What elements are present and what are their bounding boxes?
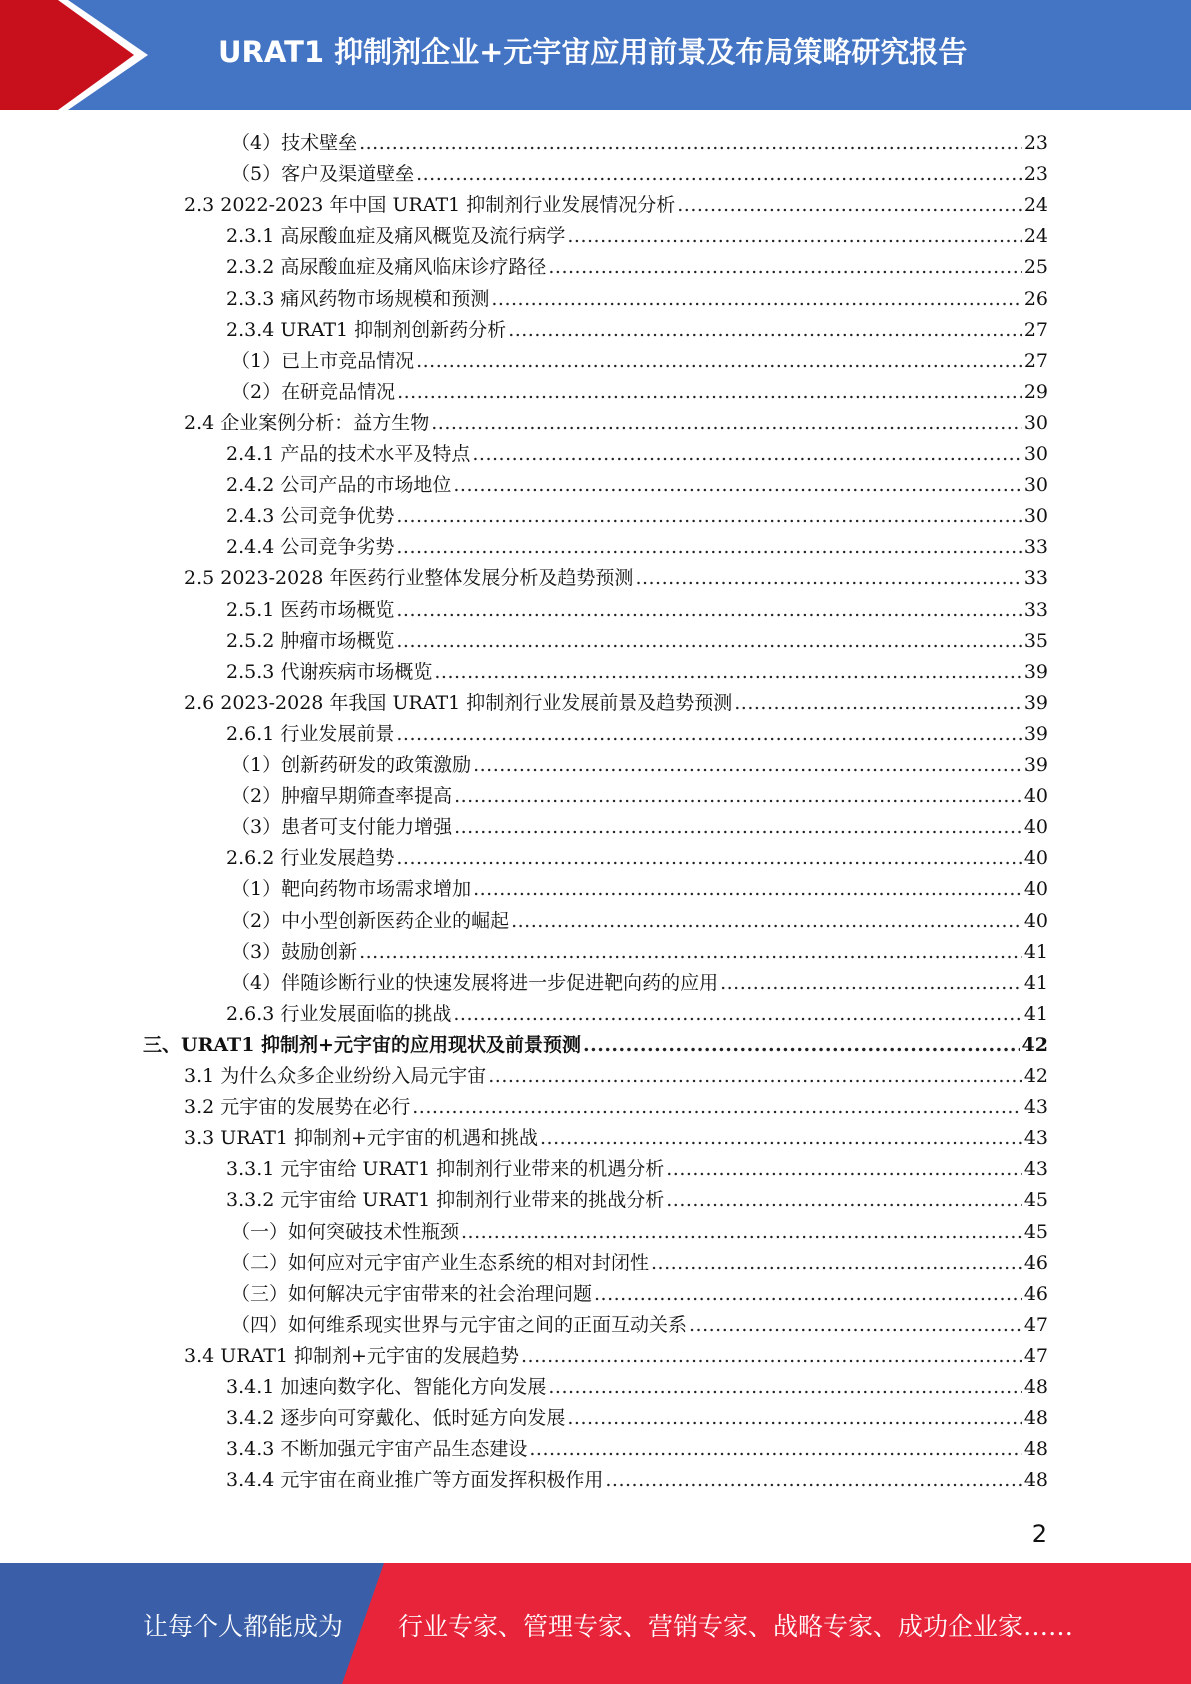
- toc-entry-page: 48: [1023, 1438, 1048, 1461]
- toc-dot-leader: [461, 1217, 1022, 1248]
- header-bar: [0, 0, 1191, 110]
- toc-entry-page: 40: [1023, 878, 1048, 901]
- header-arrow-icon: [0, 0, 180, 110]
- toc-entry-page: 26: [1023, 287, 1048, 310]
- toc-dot-leader: [594, 1279, 1022, 1310]
- toc-entry-title: 2.5.1 医药市场概览: [226, 598, 395, 621]
- toc-entry-page: 42: [1023, 1065, 1048, 1087]
- toc-dot-leader: [434, 657, 1021, 688]
- toc-entry-page: 41: [1023, 940, 1048, 963]
- toc-dot-leader: [396, 532, 1021, 563]
- toc-entry-title: （3）鼓励创新: [231, 940, 358, 963]
- toc-entry[interactable]: [226, 1154, 1048, 1185]
- toc-entry[interactable]: [226, 501, 1048, 532]
- toc-entry-title: （2）在研竞品情况: [231, 380, 396, 403]
- toc-entry-page: 47: [1023, 1313, 1048, 1336]
- toc-entry-title: （1）靶向药物市场需求增加: [231, 878, 472, 901]
- toc-entry[interactable]: [184, 563, 1048, 594]
- toc-dot-leader: [540, 1123, 1022, 1154]
- report-title: URAT1 抑制剂企业+元宇宙应用前景及布局策略研究报告: [218, 35, 968, 69]
- toc-entry[interactable]: [226, 1372, 1048, 1403]
- toc-entry-page: 39: [1023, 722, 1048, 745]
- toc-entry-page: 30: [1023, 474, 1048, 497]
- toc-entry-title: 三、URAT1 抑制剂+元宇宙的应用现状及前景预测: [143, 1033, 581, 1056]
- toc-entry[interactable]: [231, 1217, 1048, 1248]
- toc-entry[interactable]: [184, 1123, 1048, 1154]
- toc-entry-title: （2）肿瘤早期筛查率提高: [231, 785, 453, 808]
- toc-dot-leader: [511, 906, 1022, 937]
- toc-entry-title: 3.4.3 不断加强元宇宙产品生态建设: [226, 1438, 528, 1461]
- toc-entry[interactable]: [226, 657, 1048, 688]
- toc-entry-title: 3.4.1 加速向数字化、智能化方向发展: [226, 1376, 547, 1398]
- toc-dot-leader: [473, 750, 1022, 781]
- toc-entry-page: 33: [1023, 598, 1048, 621]
- toc-entry-page: 42: [1021, 1033, 1048, 1056]
- toc-entry[interactable]: [226, 626, 1048, 657]
- toc-entry[interactable]: [231, 1310, 1048, 1341]
- toc-dot-leader: [635, 563, 1021, 594]
- toc-entry-title: 3.1 为什么众多企业纷纷入局元宇宙: [184, 1065, 487, 1087]
- toc-dot-leader: [396, 626, 1021, 657]
- toc-entry-title: （三）如何解决元宇宙带来的社会治理问题: [231, 1282, 593, 1305]
- toc-entry-page: 25: [1023, 256, 1048, 279]
- toc-dot-leader: [412, 1092, 1022, 1123]
- toc-dot-leader: [666, 1185, 1022, 1216]
- toc-entry[interactable]: [226, 221, 1048, 252]
- toc-dot-leader: [734, 688, 1022, 719]
- toc-entry-title: 3.4.4 元宇宙在商业推广等方面发挥积极作用: [226, 1469, 604, 1492]
- toc-entry-title: 2.6 2023-2028 年我国 URAT1 抑制剂行业发展前景及趋势预测: [184, 691, 733, 714]
- toc-entry[interactable]: [184, 688, 1048, 719]
- toc-entry-page: 33: [1023, 567, 1048, 590]
- toc-entry-page: 23: [1023, 132, 1048, 154]
- toc-entry[interactable]: [231, 968, 1048, 999]
- toc-entry-title: 3.2 元宇宙的发展势在必行: [184, 1096, 411, 1119]
- toc-entry-page: 41: [1023, 1002, 1048, 1025]
- toc-entry-page: 39: [1023, 754, 1048, 776]
- toc-dot-leader: [548, 252, 1021, 283]
- toc-entry-title: 3.4 URAT1 抑制剂+元宇宙的发展趋势: [184, 1344, 519, 1367]
- toc-entry-page: 30: [1023, 443, 1048, 465]
- toc-entry[interactable]: [226, 595, 1048, 626]
- footer-slogan-right: 行业专家、管理专家、营销专家、战略专家、成功企业家……: [398, 1612, 1074, 1641]
- toc-entry[interactable]: [231, 906, 1048, 937]
- toc-dot-leader: [453, 999, 1021, 1030]
- toc-entry-page: 41: [1023, 971, 1048, 994]
- toc-dot-leader: [567, 1403, 1021, 1434]
- toc-entry-title: （二）如何应对元宇宙产业生态系统的相对封闭性: [231, 1251, 650, 1274]
- toc-entry-title: 2.6.2 行业发展趋势: [226, 847, 395, 870]
- toc-entry-title: 2.3.3 痛风药物市场规模和预测: [226, 287, 490, 310]
- toc-entry-page: 39: [1023, 691, 1048, 714]
- footer-bar: [0, 1563, 1191, 1684]
- toc-entry[interactable]: [231, 159, 1048, 190]
- toc-entry-title: 2.4.3 公司竞争优势: [226, 505, 395, 528]
- toc-entry-page: 45: [1023, 1220, 1048, 1243]
- toc-entry-page: 27: [1023, 318, 1048, 341]
- toc-dot-leader: [397, 377, 1022, 408]
- toc-entry-title: （1）已上市竞品情况: [231, 349, 415, 372]
- toc-entry-title: 3.4.2 逐步向可穿戴化、低时延方向发展: [226, 1407, 566, 1430]
- toc-entry-page: 47: [1023, 1344, 1048, 1367]
- toc-entry-title: 3.3.1 元宇宙给 URAT1 抑制剂行业带来的机遇分析: [226, 1158, 665, 1181]
- toc-entry-title: 2.3.1 高尿酸血症及痛风概览及流行病学: [226, 225, 566, 248]
- toc-entry[interactable]: [184, 1092, 1048, 1123]
- toc-entry-page: 45: [1023, 1189, 1048, 1212]
- toc-dot-leader: [651, 1248, 1022, 1279]
- toc-dot-leader: [529, 1434, 1021, 1465]
- toc-dot-leader: [453, 470, 1021, 501]
- toc-entry[interactable]: [226, 999, 1048, 1030]
- toc-entry[interactable]: [231, 1279, 1048, 1310]
- toc-entry-page: 43: [1023, 1158, 1048, 1181]
- toc-entry-page: 48: [1023, 1407, 1048, 1430]
- toc-entry-page: 30: [1023, 505, 1048, 528]
- toc-entry-title: （四）如何维系现实世界与元宇宙之间的正面互动关系: [231, 1313, 688, 1336]
- toc-entry[interactable]: [231, 1248, 1048, 1279]
- toc-entry[interactable]: [184, 1061, 1048, 1092]
- toc-dot-leader: [359, 128, 1022, 159]
- toc-dot-leader: [521, 1341, 1022, 1372]
- toc-entry[interactable]: [184, 408, 1048, 439]
- toc-entry-title: 2.3.2 高尿酸血症及痛风临床诊疗路径: [226, 256, 547, 279]
- toc-entry-title: 2.4 企业案例分析：益方生物: [184, 411, 430, 434]
- toc-dot-leader: [431, 408, 1022, 439]
- toc-entry-page: 48: [1023, 1469, 1048, 1492]
- toc-dot-leader: [720, 968, 1022, 999]
- toc-entry-page: 40: [1023, 909, 1048, 932]
- toc-entry-title: 2.5 2023-2028 年医药行业整体发展分析及趋势预测: [184, 567, 634, 590]
- toc-entry-title: 2.6.1 行业发展前景: [226, 722, 395, 745]
- toc-dot-leader: [396, 501, 1021, 532]
- footer-slogan-left: 让每个人都能成为: [143, 1612, 344, 1641]
- toc-dot-leader: [508, 315, 1022, 346]
- toc-entry[interactable]: [226, 1403, 1048, 1434]
- toc-dot-leader: [548, 1372, 1021, 1403]
- toc-entry[interactable]: [143, 1030, 1048, 1061]
- toc-entry-page: 39: [1023, 660, 1048, 683]
- toc-entry-page: 24: [1023, 225, 1048, 248]
- toc-dot-leader: [605, 1465, 1021, 1496]
- toc-entry-title: 2.4.2 公司产品的市场地位: [226, 474, 452, 497]
- toc-entry[interactable]: [226, 1434, 1048, 1465]
- toc-entry-title: （1）创新药研发的政策激励: [231, 754, 472, 776]
- page-number: 2: [1031, 1520, 1047, 1548]
- toc-entry-page: 46: [1023, 1282, 1048, 1305]
- toc-entry-title: （4）伴随诊断行业的快速发展将进一步促进靶向药的应用: [231, 971, 719, 994]
- toc-dot-leader: [454, 812, 1022, 843]
- toc-entry[interactable]: [226, 315, 1048, 346]
- toc-entry[interactable]: [184, 1341, 1048, 1372]
- toc-entry[interactable]: [231, 346, 1048, 377]
- toc-entry[interactable]: [184, 190, 1048, 221]
- toc-dot-leader: [359, 937, 1022, 968]
- toc-entry[interactable]: [226, 1465, 1048, 1496]
- toc-dot-leader: [488, 1061, 1022, 1092]
- toc-entry-page: 46: [1023, 1251, 1048, 1274]
- toc-dot-leader: [396, 595, 1021, 626]
- toc-dot-leader: [666, 1154, 1022, 1185]
- toc-entry-page: 48: [1023, 1376, 1048, 1398]
- toc-entry-title: （2）中小型创新医药企业的崛起: [231, 909, 510, 932]
- toc-entry[interactable]: [226, 1185, 1048, 1216]
- toc-dot-leader: [396, 843, 1021, 874]
- toc-entry-title: 2.6.3 行业发展面临的挑战: [226, 1002, 452, 1025]
- toc-entry-title: 3.3 URAT1 抑制剂+元宇宙的机遇和挑战: [184, 1127, 538, 1150]
- toc-entry-page: 33: [1023, 536, 1048, 559]
- toc-dot-leader: [567, 221, 1021, 252]
- toc-entry-page: 29: [1023, 380, 1048, 403]
- toc-entry[interactable]: [231, 128, 1048, 159]
- toc-entry-title: （一）如何突破技术性瓶颈: [231, 1220, 460, 1243]
- toc-entry-title: 2.5.2 肿瘤市场概览: [226, 629, 395, 652]
- toc-entry-title: 2.5.3 代谢疾病市场概览: [226, 660, 433, 683]
- toc-dot-leader: [583, 1030, 1020, 1061]
- toc-entry[interactable]: [231, 750, 1048, 781]
- toc-dot-leader: [454, 781, 1022, 812]
- toc-dot-leader: [491, 284, 1021, 315]
- toc-entry-page: 43: [1023, 1096, 1048, 1119]
- toc-dot-leader: [416, 159, 1022, 190]
- toc-entry-page: 24: [1023, 194, 1048, 217]
- toc-entry[interactable]: [226, 470, 1048, 501]
- toc-entry-title: （5）客户及渠道壁垒: [231, 163, 415, 186]
- toc-entry-page: 43: [1023, 1127, 1048, 1150]
- toc-entry-title: （4）技术壁垒: [231, 132, 358, 154]
- toc-dot-leader: [689, 1310, 1022, 1341]
- toc-entry-page: 40: [1023, 847, 1048, 870]
- toc-entry-title: 2.3 2022-2023 年中国 URAT1 抑制剂行业发展情况分析: [184, 194, 676, 217]
- toc-dot-leader: [677, 190, 1022, 221]
- toc-entry[interactable]: [226, 719, 1048, 750]
- toc-entry[interactable]: [226, 532, 1048, 563]
- toc-dot-leader: [473, 874, 1022, 905]
- toc-entry-title: 2.4.4 公司竞争劣势: [226, 536, 395, 559]
- toc-entry-page: 35: [1023, 629, 1048, 652]
- toc-entry[interactable]: [231, 937, 1048, 968]
- toc-entry-title: 2.4.1 产品的技术水平及特点: [226, 443, 471, 465]
- toc-entry-page: 40: [1023, 816, 1048, 839]
- toc-entry[interactable]: [231, 377, 1048, 408]
- toc-entry[interactable]: [231, 781, 1048, 812]
- toc-entry[interactable]: [226, 284, 1048, 315]
- toc-entry[interactable]: [231, 874, 1048, 905]
- toc-entry[interactable]: [226, 439, 1048, 470]
- toc-entry-page: 30: [1023, 411, 1048, 434]
- toc-dot-leader: [416, 346, 1022, 377]
- toc-dot-leader: [396, 719, 1021, 750]
- toc-entry-title: 2.3.4 URAT1 抑制剂创新药分析: [226, 318, 507, 341]
- toc-entry[interactable]: [226, 843, 1048, 874]
- toc-entry-title: 3.3.2 元宇宙给 URAT1 抑制剂行业带来的挑战分析: [226, 1189, 665, 1212]
- toc-entry-page: 40: [1023, 785, 1048, 808]
- toc-entry-page: 27: [1023, 349, 1048, 372]
- toc-entry[interactable]: [226, 252, 1048, 283]
- toc-dot-leader: [472, 439, 1021, 470]
- toc-entry-title: （3）患者可支付能力增强: [231, 816, 453, 839]
- toc-entry[interactable]: [231, 812, 1048, 843]
- toc-entry-page: 23: [1023, 163, 1048, 186]
